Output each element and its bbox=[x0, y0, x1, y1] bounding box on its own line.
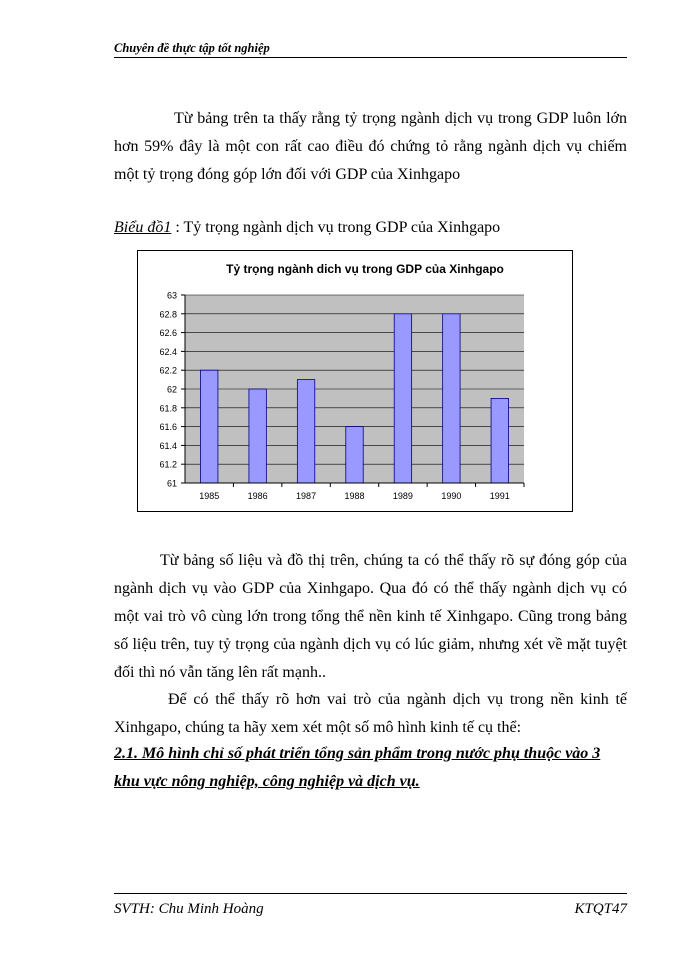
chart-frame bbox=[137, 250, 573, 512]
y-tick-label: 62.2 bbox=[159, 365, 177, 376]
y-tick-label: 61.8 bbox=[159, 403, 177, 414]
y-tick-label: 62.6 bbox=[159, 328, 177, 339]
page-header-title: Chuyên đề thực tập tốt nghiệp bbox=[114, 41, 270, 55]
y-tick-label: 61.6 bbox=[159, 422, 177, 433]
paragraph-2 bbox=[114, 547, 627, 687]
y-tick-label: 62.8 bbox=[159, 309, 177, 320]
bar-chart bbox=[138, 251, 572, 511]
chart-caption bbox=[114, 219, 500, 237]
paragraph-1-text: Từ bảng trên ta thấy rằng tỷ trọng ngành dịch vụ trong GDP luôn lớn hơn 59% đây là một con rất cao điều đó chứng tỏ rằng ngành dịch vụ chiếm một tỷ trọng đóng góp lớn đối với GDP của Xinhgapo bbox=[114, 110, 627, 183]
footer-divider bbox=[114, 893, 627, 894]
bar-1990 bbox=[443, 314, 460, 483]
y-tick-label: 62.4 bbox=[159, 346, 177, 357]
x-tick-label: 1991 bbox=[489, 491, 510, 501]
bar-1987 bbox=[297, 380, 314, 483]
paragraph-2-text: Từ bảng số liệu và đồ thị trên, chúng ta có thể thấy rõ sự đóng góp của ngành dịch vụ vào GDP của Xinhgapo. Qua đó có thể thấy ngành dịch vụ có một vai trò vô cùng lớn trong tổng thể nền kinh tế Xinhgapo. Cũng trong bảng số liệu trên, tuy tỷ trọng của ngành dịch vụ có lúc giảm, nhưng xét về mặt tuyệt đối thì nó vẫn tăng lên rất mạnh.. bbox=[114, 552, 627, 681]
x-tick-label: 1986 bbox=[247, 491, 268, 501]
x-tick-label: 1990 bbox=[441, 491, 462, 501]
chart-caption-text: : Tỷ trọng ngành dịch vụ trong GDP của Xinhgapo bbox=[171, 219, 501, 236]
x-tick-label: 1985 bbox=[199, 491, 220, 501]
chart-caption-label: Biểu đồ1 bbox=[114, 219, 172, 236]
y-tick-label: 61.2 bbox=[159, 459, 177, 470]
chart-title: Tỷ trọng ngành dich vụ trong GDP của Xinhgapo bbox=[226, 262, 504, 276]
paragraph-3 bbox=[114, 686, 627, 742]
y-tick-label: 61 bbox=[166, 478, 177, 489]
y-tick-label: 63 bbox=[166, 290, 177, 301]
bar-1991 bbox=[491, 398, 508, 483]
bar-1989 bbox=[394, 314, 411, 483]
paragraph-3-text: Để có thể thấy rõ hơn vai trò của ngành dịch vụ trong nền kinh tế Xinhgapo, chúng ta hãy xem xét một số mô hình kinh tế cụ thể: bbox=[114, 691, 627, 736]
header-divider bbox=[114, 57, 627, 58]
footer-author: SVTH: Chu Minh Hoàng bbox=[114, 901, 264, 917]
x-tick-label: 1987 bbox=[296, 491, 317, 501]
bar-1985 bbox=[200, 370, 217, 483]
section-heading: 2.1. Mô hình chỉ số phát triển tổng sản phẩm trong nước phụ thuộc vào 3 khu vực nông nghiệp, công nghiệp và dịch vụ. bbox=[114, 745, 601, 790]
x-tick-label: 1988 bbox=[344, 491, 365, 501]
bar-1988 bbox=[346, 427, 363, 483]
x-tick-label: 1989 bbox=[392, 491, 413, 501]
bar-1986 bbox=[249, 389, 266, 483]
y-tick-label: 61.4 bbox=[159, 440, 177, 451]
paragraph-1 bbox=[114, 105, 627, 189]
y-tick-label: 62 bbox=[166, 384, 177, 395]
footer-class: KTQT47 bbox=[574, 901, 627, 917]
